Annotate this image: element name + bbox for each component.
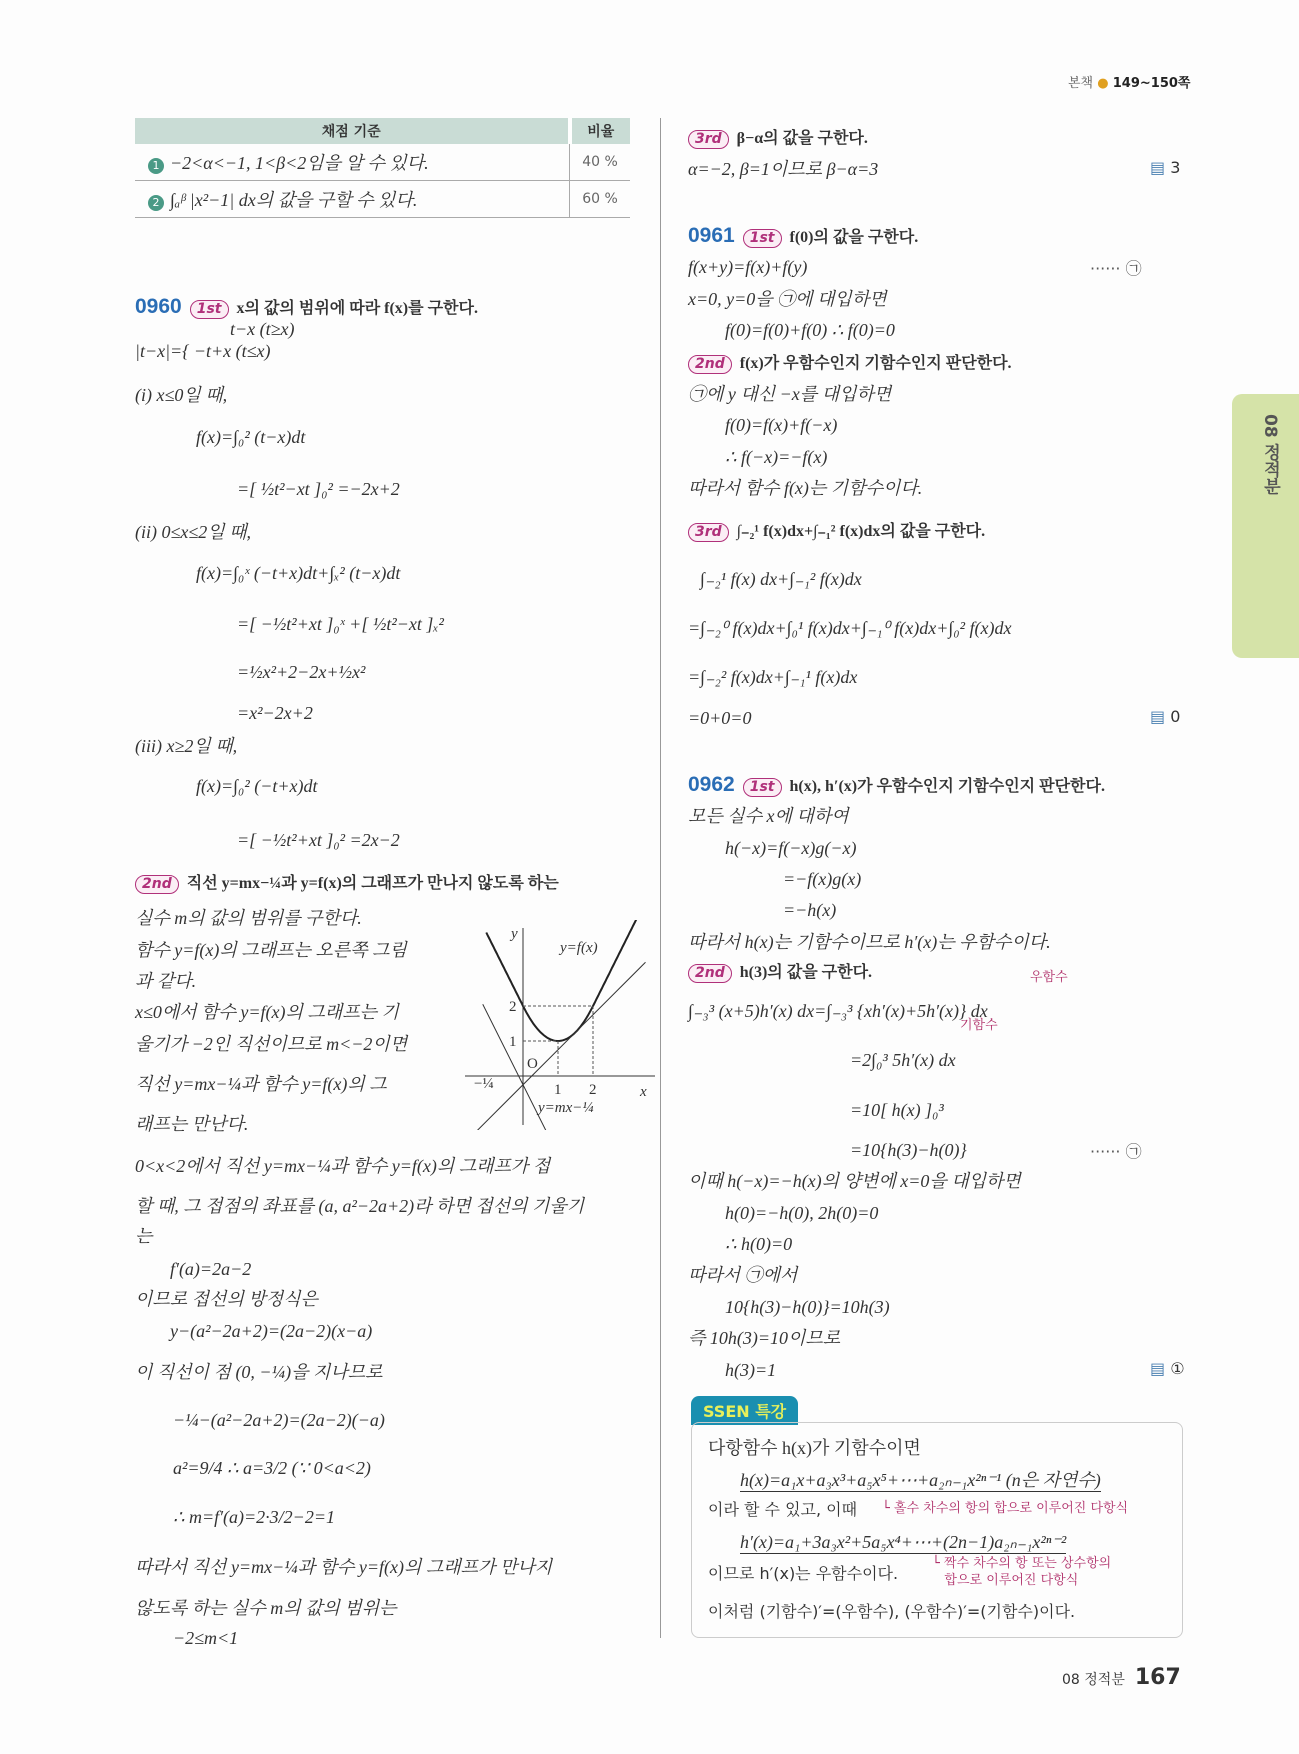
- line-text: |t−x|={ −t+x (t≤x): [135, 341, 271, 361]
- line-text: =[ −½t²+xt ]₀ˣ +[ ½t²−xt ]ₓ²: [237, 614, 444, 634]
- line-text: (ii) 0≤x≤2일 때,: [135, 522, 252, 542]
- solution-line: [237, 702, 313, 725]
- line-text: 따라서 함수 f(x)는 기함수이다.: [688, 478, 923, 498]
- note-text: 짝수 차수의 항 또는 상수항의: [943, 1556, 1112, 1571]
- ssen-line: h(x)=a₁x+a₃x³+a₅x⁵+⋯+a₂ₙ₋₁x²ⁿ⁻¹ (n은 자연수): [740, 1470, 1101, 1490]
- solution-line: [135, 1001, 399, 1024]
- footer: [1062, 1665, 1181, 1690]
- line-text: f(x)=∫₀ˣ (−t+x)dt+∫ₓ² (t−x)dt: [196, 563, 401, 583]
- step-badge: 1st: [190, 300, 229, 319]
- line-text: f(0)의 값을 구한다.: [789, 229, 919, 246]
- solution-line: [196, 562, 400, 585]
- line-text: (i) x≤0일 때,: [135, 385, 228, 405]
- solution-line: [135, 1113, 248, 1136]
- solution-line: [725, 414, 837, 437]
- answer: [1150, 158, 1180, 177]
- line-text: f(x)=∫₀² (−t+x)dt: [196, 776, 318, 796]
- step-badge: 2nd: [688, 964, 732, 983]
- solution-line: [688, 931, 1051, 954]
- y-axis-label: y: [511, 926, 518, 942]
- page-number: 167: [1134, 1665, 1181, 1690]
- note-text: 합으로 이루어진 다항식: [944, 1573, 1079, 1588]
- line-text: =∫₋₂⁰ f(x)dx+∫₀¹ f(x)dx+∫₋₁⁰ f(x)dx+∫₀² f(x)dx: [688, 618, 1012, 638]
- tick-x-1: 1: [554, 1082, 562, 1098]
- answer-icon: ▤: [1150, 1359, 1166, 1378]
- line-text: ㉠에 y 대신 −x를 대입하면: [688, 384, 892, 404]
- table-row: [135, 181, 630, 218]
- solution-line: [688, 352, 1012, 375]
- ssen-line: 다항함수 h(x)가 기함수이면: [708, 1438, 921, 1458]
- line-text: =x²−2x+2: [237, 703, 313, 723]
- annotation-odd: 기함수: [960, 1018, 998, 1033]
- solution-line: [135, 1155, 550, 1178]
- line-text: −¼−(a²−2a+2)=(2a−2)(−a): [173, 1410, 385, 1430]
- line-text: 과 같다.: [135, 971, 197, 991]
- line-text: f(x)=∫₀² (t−x)dt: [196, 427, 306, 447]
- solution-line: [135, 1073, 387, 1096]
- line-text: α=−2, β=1이므로 β−α=3: [688, 159, 879, 179]
- solution-line: [135, 1033, 407, 1056]
- ssen-tab: SSEN 특강: [691, 1396, 798, 1425]
- answer-icon: ▤: [1150, 158, 1166, 177]
- solution-line: [135, 1195, 584, 1218]
- line-text: h(0)=−h(0), 2h(0)=0: [725, 1203, 879, 1223]
- tick-x-2: 2: [589, 1082, 597, 1098]
- solution-line: [135, 1556, 552, 1579]
- equation-mark: ······ ㉠: [1090, 259, 1142, 278]
- line-text: y−(a²−2a+2)=(2a−2)(x−a): [170, 1321, 373, 1341]
- table-row: [135, 144, 630, 181]
- line-text: β−α의 값을 구한다.: [736, 130, 868, 147]
- line-text: 실수 m의 값의 범위를 구한다.: [135, 908, 362, 928]
- line-text: x=0, y=0을 ㉠에 대입하면: [688, 289, 887, 309]
- solution-line: [688, 1170, 1021, 1193]
- line-text: 직선 y=mx−¼과 함수 y=f(x)의 그: [135, 1074, 387, 1094]
- solution-line: [688, 225, 918, 249]
- solution-line: [725, 1359, 776, 1382]
- solution-line: [135, 939, 407, 962]
- answer-icon: ▤: [1150, 707, 1166, 726]
- solution-line: [688, 707, 751, 730]
- solution-line: [688, 666, 857, 689]
- solution-line: [170, 1258, 251, 1281]
- solution-line: [170, 1320, 372, 1343]
- solution-line: [688, 256, 807, 279]
- ssen-line: h′(x)=a₁+3a₃x²+5a₅x⁴+⋯+(2n−1)a₂ₙ₋₁x²ⁿ⁻²: [740, 1532, 1067, 1552]
- step-badge: 2nd: [135, 875, 179, 894]
- line-text: 않도록 하는 실수 m의 값의 범위는: [135, 1598, 397, 1618]
- line-text: 따라서 ㉠에서: [688, 1265, 798, 1285]
- solution-line: [135, 296, 478, 320]
- solution-line: [135, 1597, 397, 1620]
- solution-line: [850, 1139, 967, 1162]
- solution-line: [688, 617, 1011, 640]
- function-graph: [460, 920, 660, 1130]
- line-text: 모든 실수 x에 대하여: [688, 806, 849, 826]
- solution-line: [196, 426, 305, 449]
- line-text: =10[ h(x) ]₀³: [850, 1100, 944, 1120]
- line-text: 10{h(3)−h(0)}=10h(3): [725, 1297, 890, 1317]
- problem-number: 0962: [688, 773, 735, 796]
- line-text: =½x²+2−2x+½x²: [237, 662, 366, 682]
- line-text: 이 직선이 점 (0, −¼)을 지나므로: [135, 1362, 383, 1382]
- solution-line: [196, 775, 317, 798]
- side-tab-label: 08 정적분: [1260, 414, 1280, 495]
- line-text: 는: [135, 1226, 153, 1246]
- solution-line: [688, 158, 878, 181]
- problem-number: 0960: [135, 295, 182, 318]
- line-text: =∫₋₂² f(x)dx+∫₋₁¹ f(x)dx: [688, 667, 858, 687]
- solution-line: [688, 805, 849, 828]
- origin-label: O: [527, 1056, 538, 1072]
- solution-line: [688, 477, 922, 500]
- equation-mark: ······ ㉠: [1090, 1142, 1142, 1161]
- line-text: h(3)의 값을 구한다.: [739, 964, 873, 981]
- line-text: f(x+y)=f(x)+f(y): [688, 257, 808, 277]
- ssen-box: [691, 1422, 1183, 1638]
- answer: [1150, 1359, 1185, 1378]
- line-text: t−x (t≥x): [230, 319, 295, 339]
- line-text: =−h(x): [783, 900, 837, 920]
- line-text: a²=9/4 ∴ a=3/2 (∵ 0<a<2): [173, 1458, 371, 1478]
- line-text: 래프는 만난다.: [135, 1114, 249, 1134]
- answer-value: 0: [1170, 707, 1181, 726]
- footer-chapter: 08 정적분: [1062, 1672, 1125, 1688]
- chapter-side-tab[interactable]: [1232, 394, 1299, 658]
- line-text: f(x)가 우함수인지 기함수인지 판단한다.: [739, 355, 1012, 372]
- line-text: f′(a)=2a−2: [170, 1259, 252, 1279]
- solution-line: [135, 907, 362, 930]
- solution-line: [237, 829, 400, 852]
- header-ratio: 비율: [570, 118, 631, 144]
- page-reference: 본책 ● 149~150쪽: [1068, 76, 1191, 91]
- solution-line: [850, 1049, 956, 1072]
- line-text: 직선 y=mx−¼과 y=f(x)의 그래프가 만나지 않도록 하는: [186, 875, 559, 892]
- ssen-note-odd: └ 홀수 차수의 항의 합으로 이루어진 다항식: [882, 1501, 1129, 1516]
- solution-line: [230, 318, 295, 341]
- line-text: =[ ½t²−xt ]₀² =−2x+2: [237, 479, 400, 499]
- answer-value: 3: [1170, 158, 1181, 177]
- step-badge: 1st: [743, 229, 782, 248]
- ssen-note-even: └ 짝수 차수의 항 또는 상수항의 합으로 이루어진 다항식: [932, 1556, 1112, 1588]
- ssen-line: 이라 할 수 있고, 이때: [708, 1500, 858, 1519]
- ratio: 60 %: [570, 181, 631, 218]
- line-text: −2≤m<1: [173, 1628, 239, 1648]
- line-text: =[ −½t²+xt ]₀² =2x−2: [237, 830, 400, 850]
- solution-line: [688, 288, 887, 311]
- note-text: 홀수 차수의 항의 합으로 이루어진 다항식: [893, 1501, 1129, 1516]
- solution-line: [135, 1288, 318, 1311]
- solution-line: [135, 340, 271, 363]
- line-text: ∴ h(0)=0: [725, 1234, 793, 1254]
- solution-line: [725, 446, 827, 469]
- header-criterion: 채점 기준: [135, 118, 570, 144]
- scoring-table: [135, 118, 630, 218]
- line-text: 이므로 접선의 방정식은: [135, 1289, 318, 1309]
- solution-line: [783, 899, 836, 922]
- solution-line: [688, 127, 868, 150]
- solution-line: [135, 521, 251, 544]
- line-text: h(3)=1: [725, 1360, 777, 1380]
- line-text: 즉 10h(3)=10이므로: [688, 1328, 841, 1348]
- tick-y-2: 2: [509, 999, 517, 1015]
- line-text: =2∫₀³ 5h′(x) dx: [850, 1050, 956, 1070]
- annotation-even: 우함수: [1030, 970, 1068, 985]
- number-badge: 2: [148, 195, 164, 211]
- solution-line: [725, 1202, 878, 1225]
- line-text: f(0)=f(0)+f(0) ∴ f(0)=0: [725, 320, 895, 340]
- solution-line: [700, 568, 862, 591]
- line-text: x의 값의 범위에 따라 f(x)를 구한다.: [236, 300, 478, 317]
- step-badge: 3rd: [688, 130, 729, 149]
- solution-line: [135, 970, 196, 993]
- solution-line: [135, 1225, 152, 1248]
- answer-value: ①: [1170, 1359, 1185, 1378]
- solution-line: [237, 613, 444, 636]
- ref-pages: 149~150쪽: [1112, 76, 1191, 91]
- ref-label: 본책: [1068, 76, 1094, 91]
- solution-line: [173, 1506, 335, 1529]
- line-text: 0<x<2에서 직선 y=mx−¼과 함수 y=f(x)의 그래프가 접: [135, 1156, 551, 1176]
- solution-line: [688, 774, 1105, 798]
- line-text: h(−x)=f(−x)g(−x): [725, 838, 857, 858]
- solution-line: [688, 1327, 840, 1350]
- solution-line: [173, 1409, 385, 1432]
- line-text: ∫₋₂¹ f(x)dx+∫₋₁² f(x)dx의 값을 구한다.: [736, 523, 986, 540]
- line-text: =−f(x)g(x): [783, 869, 862, 889]
- step-badge: 3rd: [688, 523, 729, 542]
- problem-number: 0961: [688, 224, 735, 247]
- answer: [1150, 707, 1180, 726]
- line-text: =10{h(3)−h(0)}: [850, 1140, 967, 1160]
- line-text: ∫₋₃³ (x+5)h′(x) dx=∫₋₃³ {xh′(x)+5h′(x)} dx: [688, 1001, 988, 1021]
- line-text: 이때 h(−x)=−h(x)의 양변에 x=0을 대입하면: [688, 1171, 1021, 1191]
- solution-line: [237, 661, 365, 684]
- line-label: y=mx−¼: [538, 1100, 594, 1116]
- curve-label: y=f(x): [560, 940, 598, 956]
- line-text: ∴ m=f′(a)=2·3/2−2=1: [173, 1507, 335, 1527]
- line-text: 함수 y=f(x)의 그래프는 오른쪽 그림: [135, 940, 407, 960]
- step-badge: 1st: [743, 778, 782, 797]
- line-text: 따라서 직선 y=mx−¼과 함수 y=f(x)의 그래프가 만나지: [135, 1557, 553, 1577]
- solution-line: [688, 1000, 988, 1023]
- line-text: 울기가 −2인 직선이므로 m<−2이면: [135, 1034, 408, 1054]
- solution-line: [725, 1233, 792, 1256]
- step-badge: 2nd: [688, 355, 732, 374]
- curve-f: [486, 920, 638, 1041]
- solution-line: [135, 1361, 383, 1384]
- intercept-label: −¼: [474, 1076, 494, 1092]
- solution-line: [688, 383, 891, 406]
- solution-line: [135, 872, 559, 895]
- line-text: x≤0에서 함수 y=f(x)의 그래프는 기: [135, 1002, 399, 1022]
- line-text: 따라서 h(x)는 기함수이므로 h′(x)는 우함수이다.: [688, 932, 1051, 952]
- solution-line: [688, 961, 872, 984]
- ratio: 40 %: [570, 144, 631, 181]
- x-axis-label: x: [640, 1084, 647, 1100]
- line-text: h(x), h′(x)가 우함수인지 기함수인지 판단한다.: [789, 778, 1105, 795]
- column-divider: [660, 118, 661, 1638]
- solution-line: [783, 868, 861, 891]
- criterion: −2<α<−1, 1<β<2임을 알 수 있다.: [170, 153, 429, 173]
- criterion: ∫ₐᵝ |x²−1| dx의 값을 구할 수 있다.: [170, 190, 418, 210]
- solution-line: [237, 478, 400, 501]
- number-badge: 1: [148, 158, 164, 174]
- solution-line: [725, 319, 895, 342]
- solution-line: [725, 837, 857, 860]
- solution-line: [173, 1457, 371, 1480]
- solution-line: [173, 1627, 238, 1650]
- line-text: ∴ f(−x)=−f(x): [725, 447, 828, 467]
- ssen-line: 이므로 h′(x)는 우함수이다.: [708, 1564, 899, 1583]
- solution-line: [850, 1099, 944, 1122]
- solution-line: [135, 735, 237, 758]
- ssen-line: 이처럼 (기함수)′=(우함수), (우함수)′=(기함수)이다.: [708, 1602, 1076, 1621]
- solution-line: [688, 520, 985, 543]
- line-text: 할 때, 그 접점의 좌표를 (a, a²−2a+2)라 하면 접선의 기울기: [135, 1196, 585, 1216]
- solution-line: [688, 1264, 797, 1287]
- solution-line: [725, 1296, 890, 1319]
- line-text: ∫₋₂¹ f(x) dx+∫₋₁² f(x)dx: [700, 569, 862, 589]
- line-text: =0+0=0: [688, 708, 752, 728]
- tick-y-1: 1: [509, 1034, 517, 1050]
- line-text: (iii) x≥2일 때,: [135, 736, 238, 756]
- line-text: f(0)=f(x)+f(−x): [725, 415, 838, 435]
- solution-line: [135, 384, 227, 407]
